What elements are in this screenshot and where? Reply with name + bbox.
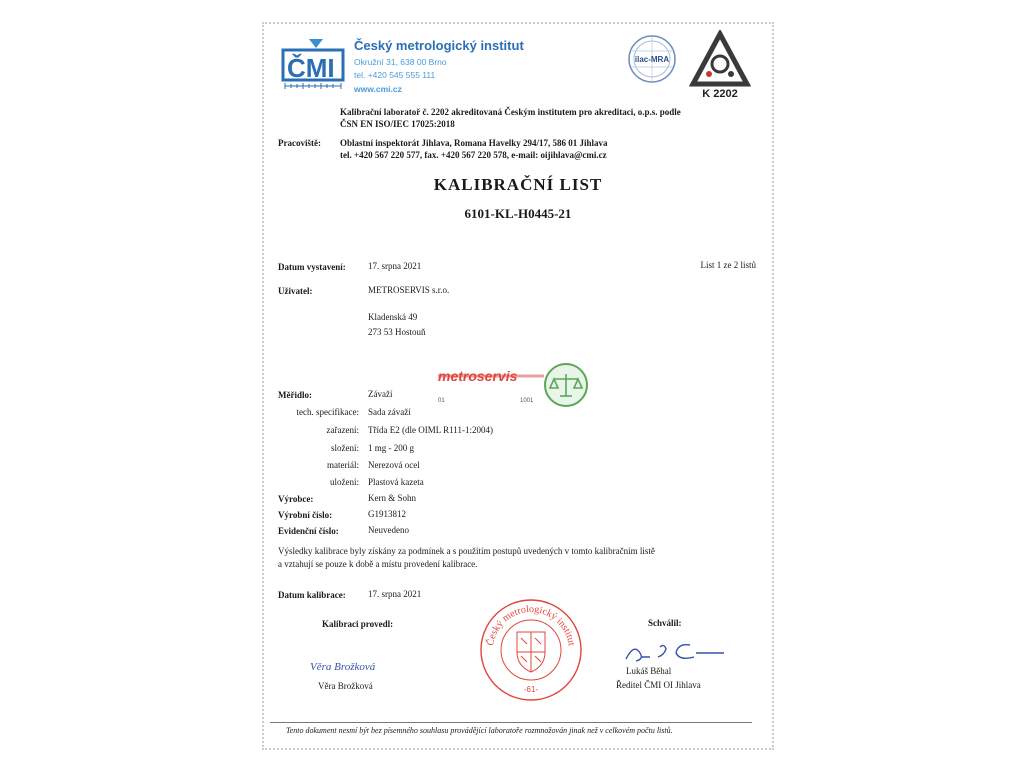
instrument-value: Závaží bbox=[368, 389, 393, 399]
calibration-date-value: 17. srpna 2021 bbox=[368, 589, 422, 599]
footer-divider bbox=[270, 722, 752, 723]
lab-accreditation-line2: ČSN EN ISO/IEC 17025:2018 bbox=[340, 119, 455, 129]
ilac-logo-text: ilac-MRA bbox=[634, 55, 670, 64]
manufacturer-label: Výrobce: bbox=[278, 494, 314, 504]
accreditation-number: K 2202 bbox=[702, 88, 738, 100]
stamp-right-text: 1001 bbox=[520, 398, 534, 404]
coat-of-arms-icon bbox=[517, 632, 545, 672]
spec-value: Sada závaží bbox=[368, 407, 411, 417]
issue-date-label: Datum vystavení: bbox=[278, 262, 346, 272]
composition-label: složení: bbox=[331, 443, 359, 453]
storage-value: Plastová kazeta bbox=[368, 477, 424, 487]
results-line2: a vztahují se pouze k době a místu provedení kalibrace. bbox=[278, 559, 478, 569]
calibration-certificate bbox=[262, 22, 774, 750]
document-number: 6101-KL-H0445-21 bbox=[464, 206, 572, 221]
document-title: KALIBRAČNÍ LIST bbox=[433, 175, 603, 194]
institute-address: Okružní 31, 638 00 Brno bbox=[354, 57, 447, 67]
composition-value: 1 mg - 200 g bbox=[368, 443, 414, 453]
institute-phone: tel. +420 545 555 111 bbox=[354, 70, 436, 80]
seal-ring-text: Český metrologický institut bbox=[485, 603, 577, 647]
performer-name: Věra Brožková bbox=[318, 681, 373, 691]
approver-title: Ředitel ČMI OI Jihlava bbox=[616, 680, 701, 690]
user-street: Kladenská 49 bbox=[368, 312, 418, 322]
performer-signature: Věra Brožková bbox=[310, 661, 376, 673]
footer-note: Tento dokument nesmí být bez písemného souhlasu provádějící laboratoře rozmnožován jinak než v celkovém počtu listů. bbox=[286, 726, 673, 735]
accreditation-mark bbox=[689, 30, 751, 100]
cmi-logo bbox=[279, 36, 347, 94]
cmi-logo-text: ČMI bbox=[287, 53, 335, 83]
issue-date-value: 17. srpna 2021 bbox=[368, 261, 422, 271]
instrument-label: Měřidlo: bbox=[278, 390, 312, 400]
approved-label: Schválil: bbox=[648, 618, 682, 628]
class-label: zařazení: bbox=[326, 425, 359, 435]
institute-name: Český metrologický institut bbox=[354, 38, 524, 53]
user-label: Uživatel: bbox=[278, 286, 313, 296]
workplace-contact: tel. +420 567 220 577, fax. +420 567 220 578, e-mail: oijihlava@cmi.cz bbox=[340, 150, 607, 160]
approver-signature bbox=[620, 639, 730, 667]
workplace-label: Pracoviště: bbox=[278, 138, 321, 148]
calibration-date-label: Datum kalibrace: bbox=[278, 590, 346, 600]
serial-label: Výrobní číslo: bbox=[278, 510, 333, 520]
lab-accreditation-line1: Kalibrační laboratoř č. 2202 akreditovaná Českým institutem pro akreditaci, o.p.s. podle bbox=[340, 107, 681, 117]
spec-label: tech. specifikace: bbox=[296, 407, 359, 417]
seal-number: -61- bbox=[523, 685, 539, 694]
storage-label: uložení: bbox=[330, 477, 359, 487]
material-value: Nerezová ocel bbox=[368, 460, 420, 470]
results-line1: Výsledky kalibrace byly získány za podmínek a s použitím postupů uvedených v tomto kalibračním listě bbox=[278, 546, 655, 556]
registry-value: Neuvedeno bbox=[368, 525, 409, 535]
user-city: 273 53 Hostouň bbox=[368, 327, 426, 337]
metroservis-stamp bbox=[436, 360, 596, 412]
cmi-seal bbox=[477, 596, 585, 704]
performed-label: Kalibraci provedl: bbox=[322, 619, 394, 629]
serial-value: G1913812 bbox=[368, 509, 406, 519]
class-value: Třída E2 (dle OIML R111-1:2004) bbox=[368, 425, 493, 435]
workplace-address: Oblastní inspektorát Jihlava, Romana Havelky 294/17, 586 01 Jihlava bbox=[340, 138, 608, 148]
stamp-brand: metroservis bbox=[438, 368, 518, 384]
page-count: List 1 ze 2 listů bbox=[700, 260, 756, 270]
user-name: METROSERVIS s.r.o. bbox=[368, 285, 450, 295]
manufacturer-value: Kern & Sohn bbox=[368, 493, 416, 503]
material-label: materiál: bbox=[327, 460, 359, 470]
approver-name: Lukáš Běhal bbox=[626, 666, 672, 676]
stamp-left-text: 01 bbox=[438, 398, 445, 404]
ilac-mra-logo bbox=[626, 34, 678, 84]
institute-web: www.cmi.cz bbox=[354, 84, 402, 94]
registry-label: Evidenční číslo: bbox=[278, 526, 339, 536]
